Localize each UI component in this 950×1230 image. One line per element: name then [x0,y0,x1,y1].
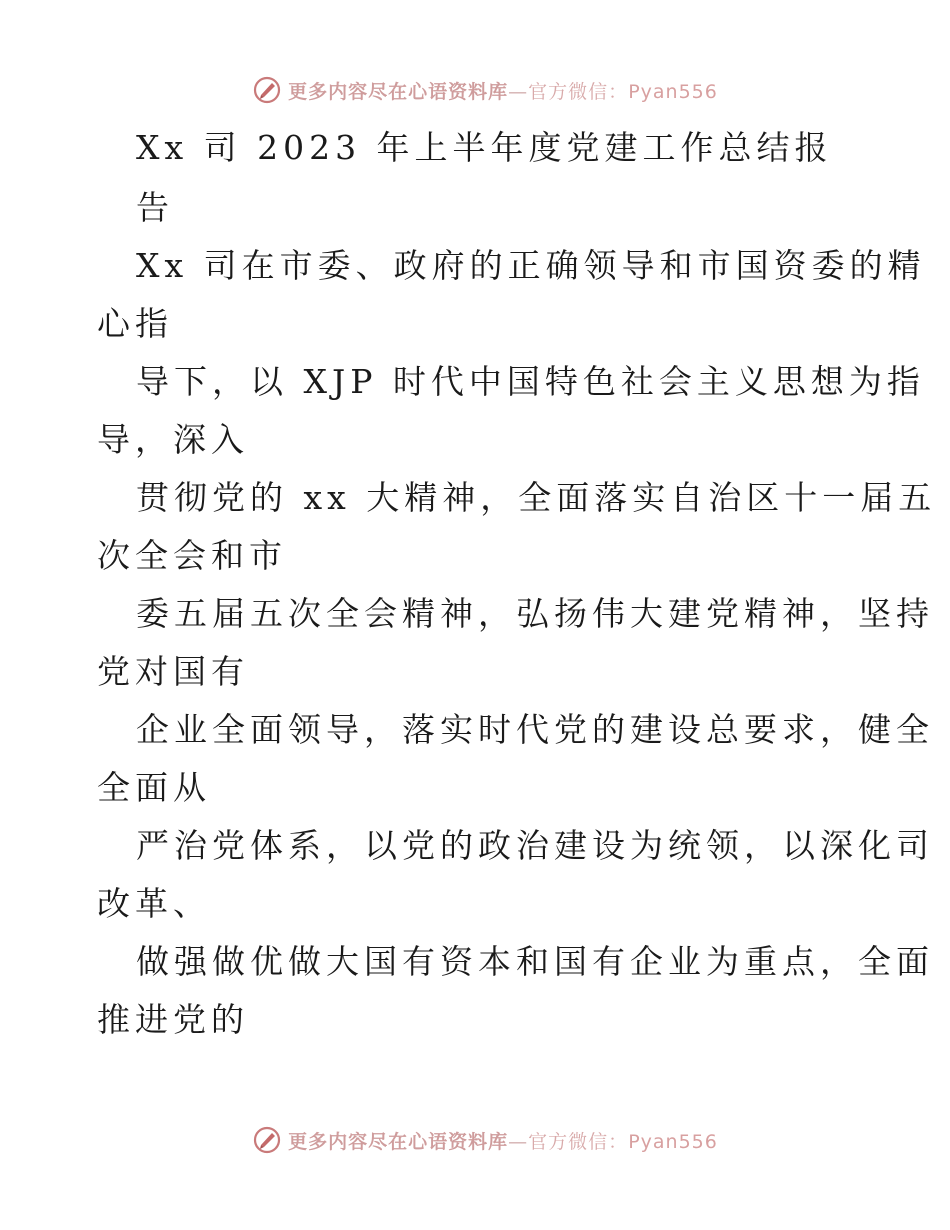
watermark-footer [0,1120,950,1160]
text-line: 改革、 [97,884,211,923]
watermark-label: 官方微信： [528,80,629,103]
text-line: 导下，以 XJP 时代中国特色社会主义思想为指 [136,362,925,401]
watermark-text [288,1127,718,1154]
text-line: 推进党的 [97,1000,249,1039]
watermark-id: Pyan556 [628,80,718,103]
title-line-2: 告 [136,188,174,227]
watermark-dash: — [508,1130,529,1153]
text-line: 委五届五次全会精神，弘扬伟大建党精神，坚持 [136,594,934,633]
text-line: 做强做优做大国有资本和国有企业为重点，全面 [136,942,934,981]
logo-icon [252,1125,282,1155]
text-line: 导，深入 [97,420,249,459]
watermark-label: 官方微信： [528,1130,629,1153]
watermark-dash: — [508,80,529,103]
text-line: 企业全面领导，落实时代党的建设总要求，健全 [136,710,934,749]
watermark-id: Pyan556 [628,1130,718,1153]
text-line: 党对国有 [97,652,249,691]
text-line: 贯彻党的 xx 大精神，全面落实自治区十一届五 [136,478,937,517]
watermark-text [288,77,718,104]
text-line: 严治党体系，以党的政治建设为统领，以深化司 [136,826,934,865]
watermark-main: 更多内容尽在心语资料库 [288,80,509,103]
logo-icon [252,75,282,105]
text-line: 全面从 [97,768,211,807]
text-line: 心指 [97,304,173,343]
watermark-main: 更多内容尽在心语资料库 [288,1130,509,1153]
watermark-header [0,70,950,110]
text-line: Xx 司在市委、政府的正确领导和市国资委的精 [136,246,926,285]
text-line: 次全会和市 [97,536,287,575]
title-line-1: Xx 司 2023 年上半年度党建工作总结报 [136,128,833,167]
